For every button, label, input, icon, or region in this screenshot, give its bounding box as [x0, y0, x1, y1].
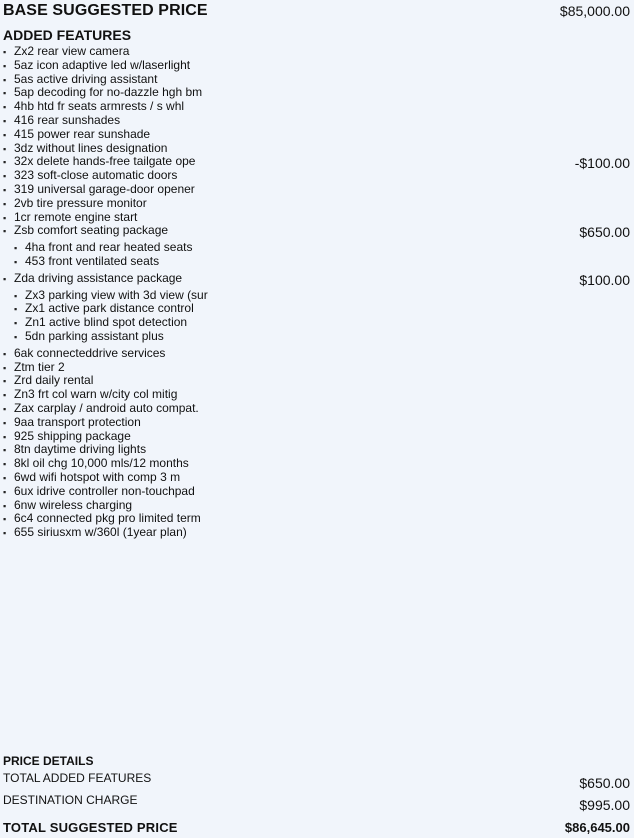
bullet-icon: ▪ [14, 304, 18, 315]
feature-price: -$100.00 [574, 155, 630, 172]
package-sub-item [3, 316, 630, 330]
bullet-icon: ▪ [3, 115, 7, 126]
feature-label: 5ap decoding for no-dazzle hgh bm [14, 85, 203, 100]
price-details-title: PRICE DETAILS [3, 754, 94, 768]
bullet-icon: ▪ [3, 129, 7, 140]
feature-label: 8kl oil chg 10,000 mls/12 months [14, 456, 189, 471]
feature-label: 5as active driving assistant [14, 71, 158, 86]
feature-label: 323 soft-close automatic doors [14, 168, 178, 183]
feature-item [3, 197, 630, 211]
feature-label: 416 rear sunshades [14, 112, 121, 127]
feature-label: Ztm tier 2 [14, 359, 65, 374]
feature-item [3, 374, 630, 388]
bullet-icon: ▪ [3, 74, 7, 85]
base-price-row [3, 0, 630, 22]
bullet-icon: ▪ [14, 290, 18, 301]
sub-item-label: Zn1 active blind spot detection [25, 315, 188, 330]
sub-item-label: 5dn parking assistant plus [25, 328, 164, 343]
feature-item [3, 443, 630, 457]
bullet-icon: ▪ [3, 198, 7, 209]
feature-label: 6c4 connected pkg pro limited term [14, 511, 201, 526]
package-sub-items [3, 238, 630, 272]
feature-label: 6nw wireless charging [14, 497, 133, 512]
bullet-icon: ▪ [14, 318, 18, 329]
bullet-icon: ▪ [3, 273, 7, 284]
bullet-icon: ▪ [3, 376, 7, 387]
bullet-icon: ▪ [3, 486, 7, 497]
bullet-icon: ▪ [3, 528, 7, 539]
bullet-icon: ▪ [3, 88, 7, 99]
total-suggested-price-label: TOTAL SUGGESTED PRICE [3, 819, 178, 835]
feature-item [3, 402, 630, 416]
feature-price: $650.00 [579, 224, 630, 241]
total-added-features-label: TOTAL ADDED FEATURES [3, 771, 152, 785]
bullet-icon: ▪ [3, 47, 7, 57]
feature-label: 6wd wifi hotspot with comp 3 m [14, 469, 181, 484]
feature-item [3, 430, 630, 444]
bullet-icon: ▪ [3, 431, 7, 442]
bullet-icon: ▪ [3, 171, 7, 182]
sub-item-label: Zx1 active park distance control [25, 301, 194, 316]
feature-item [3, 485, 630, 499]
feature-price: $100.00 [579, 271, 630, 288]
feature-item [3, 526, 630, 540]
bullet-icon: ▪ [3, 390, 7, 401]
price-details [3, 754, 630, 813]
package-sub-item [3, 289, 630, 303]
feature-item [3, 100, 630, 114]
package-sub-item [3, 302, 630, 316]
feature-item [3, 128, 630, 142]
feature-label: Zrd daily rental [14, 373, 94, 388]
feature-item [3, 73, 630, 87]
sub-item-label: 4ha front and rear heated seats [25, 240, 193, 255]
feature-label: 925 shipping package [14, 428, 131, 443]
feature-item [3, 59, 630, 73]
feature-item [3, 183, 630, 197]
feature-label: Zx2 rear view camera [14, 44, 130, 58]
feature-label: 655 siriusxm w/360l (1year plan) [14, 525, 187, 540]
bullet-icon: ▪ [3, 445, 7, 456]
added-features-title: ADDED FEATURES [3, 27, 132, 43]
feature-item [3, 457, 630, 471]
total-added-features-value: $650.00 [579, 775, 630, 791]
feature-label: 3dz without lines designation [14, 140, 168, 155]
feature-label: Zsb comfort seating package [14, 223, 169, 238]
feature-label: 5az icon adaptive led w/laserlight [14, 57, 191, 72]
bullet-icon: ▪ [3, 212, 7, 223]
bullet-icon: ▪ [3, 362, 7, 373]
sub-item-label: 453 front ventilated seats [25, 253, 160, 268]
feature-item [3, 86, 630, 100]
feature-item [3, 512, 630, 526]
package-sub-item [3, 330, 630, 344]
total-suggested-price-row [3, 818, 630, 836]
feature-label: Zn3 frt col warn w/city col mitig [14, 387, 178, 402]
bullet-icon: ▪ [3, 102, 7, 113]
feature-label: 319 universal garage-door opener [14, 181, 195, 196]
feature-item [3, 154, 630, 172]
feature-label: Zax carplay / android auto compat. [14, 400, 199, 415]
bullet-icon: ▪ [3, 157, 7, 168]
feature-item [3, 416, 630, 430]
feature-item [3, 211, 630, 225]
bullet-icon: ▪ [3, 226, 7, 237]
bullet-icon: ▪ [14, 256, 18, 267]
bullet-icon: ▪ [3, 459, 7, 470]
bullet-icon: ▪ [3, 403, 7, 414]
feature-item [3, 142, 630, 156]
destination-charge-label: DESTINATION CHARGE [3, 793, 138, 807]
package-sub-items [3, 286, 630, 347]
base-price-title: BASE SUGGESTED PRICE [3, 2, 208, 19]
bullet-icon: ▪ [3, 417, 7, 428]
package-item [3, 223, 630, 241]
feature-label: 8tn daytime driving lights [14, 442, 147, 457]
bullet-icon: ▪ [14, 331, 18, 342]
bullet-icon: ▪ [3, 184, 7, 195]
feature-label: 6ux idrive controller non-touchpad [14, 483, 195, 498]
feature-label: 4hb htd fr seats armrests / s whl [14, 99, 185, 114]
feature-item [3, 347, 630, 361]
bullet-icon: ▪ [3, 472, 7, 483]
feature-item [3, 169, 630, 183]
bullet-icon: ▪ [3, 514, 7, 525]
package-sub-item [3, 241, 630, 255]
destination-charge-value: $995.00 [579, 797, 630, 813]
base-price-value: $85,000.00 [559, 3, 630, 19]
bullet-icon: ▪ [3, 500, 7, 511]
bullet-icon: ▪ [3, 60, 7, 71]
sub-item-label: Zx3 parking view with 3d view (sur [25, 287, 208, 302]
feature-label: 415 power rear sunshade [14, 126, 151, 141]
total-suggested-price-value: $86,645.00 [564, 819, 630, 835]
feature-item [3, 361, 630, 375]
package-sub-item [3, 255, 630, 269]
feature-item [3, 388, 630, 402]
feature-label: 6ak connecteddrive services [14, 345, 166, 360]
feature-item [3, 499, 630, 513]
feature-label: 32x delete hands-free tailgate ope [14, 154, 196, 169]
feature-item [3, 471, 630, 485]
feature-label: Zda driving assistance package [14, 270, 183, 285]
bullet-icon: ▪ [3, 348, 7, 359]
feature-item [3, 114, 630, 128]
feature-item [3, 45, 630, 59]
package-item [3, 272, 630, 286]
feature-label: 1cr remote engine start [14, 209, 138, 224]
total-added-features-row [3, 769, 630, 791]
feature-label: 9aa transport protection [14, 414, 141, 429]
feature-label: 2vb tire pressure monitor [14, 195, 147, 210]
bullet-icon: ▪ [14, 243, 18, 254]
added-features-list [3, 45, 630, 540]
bullet-icon: ▪ [3, 143, 7, 154]
destination-charge-row [3, 791, 630, 813]
